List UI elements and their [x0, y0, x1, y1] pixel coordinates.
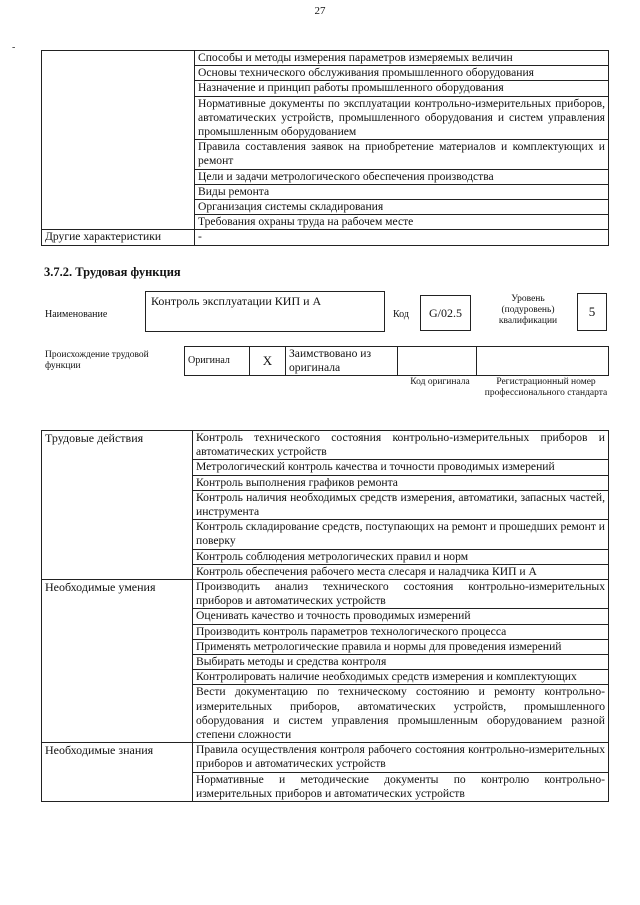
- page-number: 27: [314, 5, 326, 17]
- knowledge-item: Правила составления заявок на приобретение материалов и комплектующих и ремонт: [195, 140, 609, 169]
- origin-label: Происхождение трудовой функции: [45, 350, 149, 371]
- knowledge-item: Организация системы складирования: [195, 200, 609, 215]
- section-item: Нормативные и методические документы по контролю контрольно-измерительных приборов и автоматических устройств: [193, 772, 609, 801]
- code-caption: Код оригинала: [410, 377, 470, 387]
- section-item: Применять метрологические правила и нормы для проведения измерений: [193, 639, 609, 654]
- section-label: Необходимые умения: [42, 580, 193, 743]
- table-row: [42, 51, 609, 66]
- scan-mark: -: [12, 42, 16, 53]
- knowledge-item: Нормативные документы по эксплуатации контрольно-измерительных приборов, автоматических устройств, промышленного оборудования и систем управления промышленным оборудованием: [195, 96, 609, 140]
- knowledge-item: Основы технического обслуживания промышленного оборудования: [195, 66, 609, 81]
- section-item: Контроль технического состояния контрольно-измерительных приборов и автоматических устройств: [193, 431, 609, 460]
- knowledge-item: Виды ремонта: [195, 184, 609, 199]
- borrowed-label: Заимствовано из оригинала: [286, 347, 398, 376]
- origin-table: [184, 346, 609, 376]
- section-item: Контроль выполнения графиков ремонта: [193, 475, 609, 490]
- section-item: Вести документацию по техническому состоянию и ремонту контрольно-измерительных приборов, автоматических устройств, промышленного оборудования и систем управления промышленным оборудованием разной степени сложности: [193, 685, 609, 743]
- knowledge-item: Цели и задачи метрологического обеспечения производства: [195, 169, 609, 184]
- level-label: Уровень (подуровень) квалификации: [498, 294, 558, 326]
- section-item: Контроль обеспечения рабочего места слесаря и наладчика КИП и А: [193, 564, 609, 579]
- knowledge-item: Способы и методы измерения параметров измеряемых величин: [195, 51, 609, 66]
- section-label: Необходимые знания: [42, 743, 193, 802]
- section-item: Выбирать методы и средства контроля: [193, 655, 609, 670]
- section-label: Трудовые действия: [42, 431, 193, 580]
- knowledge-item: Требования охраны труда на рабочем месте: [195, 215, 609, 230]
- section-heading: 3.7.2. Трудовая функция: [44, 265, 181, 279]
- other-characteristics-value: -: [195, 230, 609, 245]
- section-item: Контроль соблюдения метрологических правил и норм: [193, 549, 609, 564]
- top-table: [41, 50, 609, 246]
- section-item: Контроль складирование средств, поступающих на ремонт и прошедших ремонт и поверку: [193, 520, 609, 549]
- original-mark: X: [250, 347, 286, 376]
- table-row: [42, 743, 609, 772]
- origin-reg-cell: [477, 347, 609, 376]
- knowledge-item: Назначение и принцип работы промышленного оборудования: [195, 81, 609, 96]
- name-label: Наименование: [45, 309, 108, 320]
- section-item: Правила осуществления контроля рабочего состояния контрольно-измерительных приборов и автоматических устройств: [193, 743, 609, 772]
- code-label: Код: [393, 309, 409, 320]
- section-item: Метрологический контроль качества и точности проводимых измерений: [193, 460, 609, 475]
- table-row: [42, 431, 609, 460]
- label-cell: [42, 51, 195, 230]
- section-item: Оценивать качество и точность проводимых измерений: [193, 609, 609, 624]
- other-characteristics-label: Другие характеристики: [42, 230, 195, 245]
- section-item: Производить анализ технического состояния контрольно-измерительных приборов и автоматических устройств: [193, 580, 609, 609]
- section-item: Контролировать наличие необходимых средств измерения и комплектующих: [193, 670, 609, 685]
- original-label: Оригинал: [185, 347, 250, 376]
- name-value: Контроль эксплуатации КИП и А: [145, 291, 385, 332]
- code-value: G/02.5: [420, 295, 471, 331]
- main-table: [41, 430, 609, 802]
- level-value: 5: [577, 293, 607, 331]
- reg-caption: Регистрационный номер профессионального стандарта: [484, 377, 608, 398]
- origin-code-cell: [398, 347, 477, 376]
- table-row: [42, 230, 609, 245]
- table-row: [42, 580, 609, 609]
- section-item: Контроль наличия необходимых средств измерения, автоматики, запасных частей, инструмента: [193, 490, 609, 519]
- section-item: Производить контроль параметров технологического процесса: [193, 624, 609, 639]
